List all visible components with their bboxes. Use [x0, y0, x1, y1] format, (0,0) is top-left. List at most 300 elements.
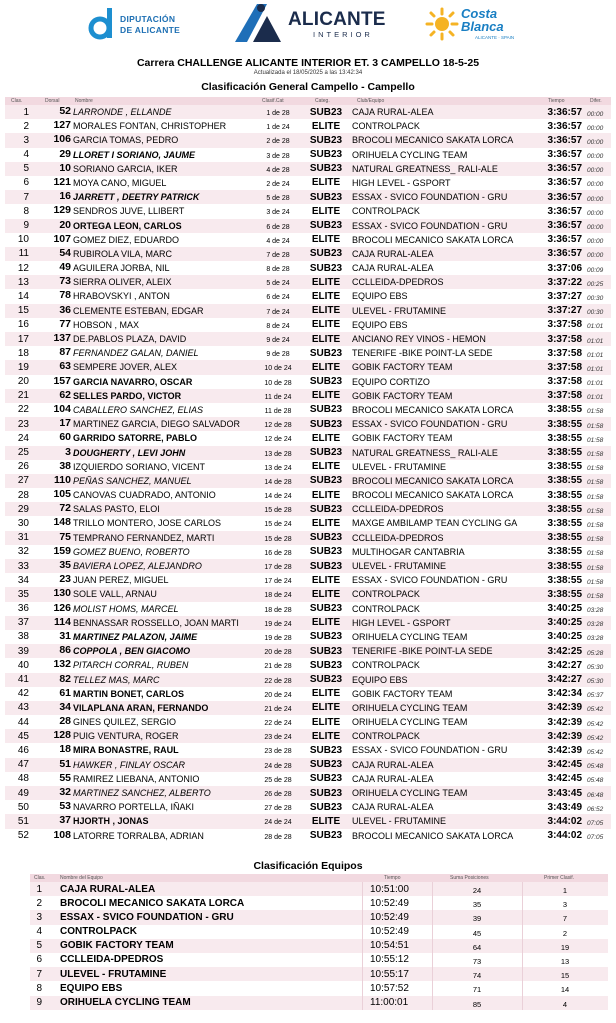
cell-diff: 05:37 — [587, 692, 604, 700]
cell-name: SIERRA OLIVER, ALEIX — [73, 277, 172, 288]
cell-club: CONTROLPACK — [352, 121, 420, 132]
col-header-bib: Dorsal — [45, 98, 60, 104]
cell-time: 3:36:57 — [547, 120, 582, 132]
cell-name: IZQUIERDO SORIANO, VICENT — [73, 461, 206, 472]
table-row — [5, 389, 611, 403]
cell-cat: 11 de 28 — [264, 407, 292, 415]
table-row — [5, 772, 611, 786]
cell-diff: 01:58 — [587, 507, 604, 515]
cell-diff: 00:00 — [587, 110, 604, 118]
cell-sum: 74 — [472, 971, 482, 981]
table-row — [5, 559, 611, 573]
cell-name: HJORTH , JONAS — [73, 816, 149, 827]
cell-diff: 05:28 — [587, 649, 604, 657]
cell-time: 3:38:55 — [547, 447, 582, 458]
cell-bib: 35 — [59, 559, 71, 571]
cell-cat: 8 de 24 — [266, 322, 290, 330]
cell-name: GOMEZ DIEZ, EDUARDO — [73, 234, 180, 245]
cell-time: 10:52:49 — [370, 911, 409, 923]
cell-club: ULEVEL - FRUTAMINE — [352, 305, 447, 316]
table-row — [5, 587, 611, 601]
table-row — [5, 701, 611, 715]
cell-first: 1 — [562, 886, 568, 895]
cell-pos: 7 — [36, 968, 42, 980]
cell-name: GOMEZ BUENO, ROBERTO — [73, 546, 190, 557]
cell-pos: 45 — [17, 730, 29, 742]
table-row — [30, 981, 608, 995]
cell-bib: 73 — [59, 275, 71, 288]
cell-name: LARRONDE , ELLANDE — [73, 107, 172, 117]
cell-diff: 00:25 — [587, 280, 604, 288]
cell-club: CONTROLPACK — [352, 589, 420, 600]
cell-club: CONTROLPACK — [352, 660, 420, 671]
cell-cat: 20 de 28 — [264, 649, 292, 657]
cell-diff: 00:00 — [587, 153, 604, 161]
cell-cat: 4 de 28 — [266, 166, 290, 174]
cell-bib: 16 — [59, 190, 71, 203]
cell-cat: 7 de 24 — [266, 308, 290, 316]
cell-cat: 15 de 28 — [264, 535, 292, 543]
cell-time: 3:42:39 — [547, 730, 582, 742]
cell-diff: 01:58 — [587, 550, 604, 558]
cell-pos: 40 — [17, 659, 29, 671]
table-row — [5, 332, 611, 346]
cell-diff: 00:00 — [587, 195, 604, 203]
cell-team-name: CAJA RURAL-ALEA — [60, 883, 156, 895]
alicante-interior-logo — [233, 2, 393, 44]
cell-pos: 19 — [17, 361, 29, 373]
cell-name: JUAN PEREZ, MIGUEL — [73, 575, 169, 586]
cell-diff: 00:09 — [587, 266, 604, 274]
race-title: Carrera CHALLENGE ALICANTE INTERIOR ET. 3 CAMPELLO 18-5-25 — [136, 57, 480, 69]
cell-pos: 17 — [17, 333, 29, 345]
diputacion-logo-icon — [88, 6, 118, 40]
cell-bib: 82 — [59, 672, 71, 685]
cell-club: HIGH LEVEL - GSPORT — [352, 617, 451, 628]
cell-club: GOBIK FACTORY TEAM — [352, 433, 453, 444]
cell-categ: SUB23 — [309, 787, 343, 799]
cell-time: 3:40:25 — [547, 631, 582, 643]
table-row — [5, 644, 611, 658]
cell-time: 3:38:55 — [547, 404, 582, 416]
cell-first: 19 — [560, 942, 570, 952]
cell-diff: 00:00 — [587, 238, 604, 246]
table-row — [5, 460, 611, 474]
cell-diff: 00:00 — [587, 138, 604, 146]
cell-pos: 4 — [23, 149, 29, 161]
cell-club: GOBIK FACTORY TEAM — [352, 362, 453, 373]
cell-cat: 23 de 28 — [264, 748, 292, 756]
cell-diff: 01:58 — [587, 451, 604, 458]
cell-time: 3:36:57 — [547, 220, 582, 231]
column-divider — [522, 896, 523, 910]
cell-club: ULEVEL - FRUTAMINE — [352, 561, 447, 571]
cell-pos: 20 — [17, 376, 29, 388]
cell-bib: 126 — [53, 601, 71, 614]
cell-name: ORTEGA LEON, CARLOS — [73, 220, 182, 231]
cell-name: LLORET I SORIANO, JAUME — [73, 149, 196, 160]
costa-blanca-logo — [425, 3, 525, 45]
cell-name: SOLE VALL, ARNAU — [73, 589, 157, 600]
table-row — [5, 346, 611, 360]
cell-diff: 03:28 — [587, 635, 604, 643]
cell-first: 4 — [562, 999, 568, 1009]
cell-team-name: CCLLEIDA-DPEDROS — [60, 954, 164, 966]
cell-time: 10:52:49 — [370, 926, 409, 938]
cell-bib: 51 — [59, 757, 71, 770]
cell-name: HRABOVSKYI , ANTON — [73, 291, 170, 302]
cell-bib: 60 — [59, 431, 71, 444]
cell-name: BAVIERA LOPEZ, ALEJANDRO — [73, 561, 202, 571]
cell-name: MARTINEZ SANCHEZ, ALBERTO — [73, 788, 211, 798]
cell-name: JARRETT , DEETRY PATRICK — [73, 192, 200, 203]
cell-pos: 50 — [17, 801, 29, 813]
general-results-table — [5, 97, 611, 843]
cell-diff: 01:58 — [587, 465, 604, 473]
cell-categ: SUB23 — [309, 347, 343, 359]
cell-categ: SUB23 — [309, 645, 343, 657]
cell-time: 3:37:06 — [547, 262, 582, 274]
cell-categ: SUB23 — [309, 475, 343, 487]
cell-cat: 11 de 24 — [264, 393, 292, 401]
cell-time: 3:36:57 — [547, 149, 582, 161]
cell-bib: 32 — [59, 786, 71, 798]
cell-cat: 10 de 24 — [264, 365, 292, 373]
cell-club: ESSAX - SVICO FOUNDATION - GRU — [352, 192, 508, 203]
cell-name: GARCIA NAVARRO, OSCAR — [73, 376, 193, 387]
table-row — [5, 403, 611, 417]
cell-bib: 53 — [59, 800, 71, 813]
cell-categ: SUB23 — [309, 631, 343, 643]
table-row — [5, 133, 611, 147]
cell-name: GARRIDO SATORRE, PABLO — [73, 433, 198, 444]
cell-club: CCLLEIDA-DPEDROS — [352, 277, 444, 288]
table-row — [5, 602, 611, 616]
cell-cat: 9 de 28 — [266, 351, 290, 359]
cell-categ: SUB23 — [309, 134, 343, 146]
column-divider — [432, 953, 433, 967]
cell-time: 3:37:58 — [547, 390, 582, 402]
cell-diff: 01:58 — [587, 422, 604, 430]
cell-time: 10:55:12 — [370, 954, 409, 966]
cell-time: 3:42:27 — [547, 674, 582, 685]
column-divider — [522, 925, 523, 939]
cell-categ: SUB23 — [309, 191, 343, 203]
cell-pos: 9 — [36, 997, 42, 1008]
cell-bib: 129 — [53, 204, 71, 217]
cell-club: ULEVEL - FRUTAMINE — [352, 816, 447, 827]
cell-sum: 24 — [472, 886, 482, 895]
cell-time: 11:00:01 — [370, 997, 409, 1008]
cell-time: 3:36:57 — [547, 106, 582, 118]
cell-cat: 9 de 24 — [266, 337, 290, 344]
cell-pos: 3 — [23, 134, 29, 146]
cell-bib: 55 — [59, 771, 71, 784]
cell-name: MOYA CANO, MIGUEL — [73, 177, 167, 188]
cell-bib: 137 — [53, 332, 71, 344]
cell-bib: 72 — [59, 502, 71, 515]
cell-pos: 3 — [36, 911, 42, 923]
cell-cat: 19 de 24 — [264, 620, 292, 628]
cell-time: 3:37:58 — [547, 361, 582, 373]
cell-cat: 23 de 24 — [264, 734, 292, 742]
cell-categ: SUB23 — [309, 674, 343, 685]
updated-timestamp: Actualizada el 18/05/2025 a las 13:42:34 — [253, 70, 363, 76]
cell-sum: 64 — [472, 942, 482, 952]
cell-pos: 5 — [23, 163, 29, 175]
table-row — [5, 148, 611, 162]
cell-diff: 01:58 — [587, 564, 604, 572]
cell-club: MULTIHOGAR CANTABRIA — [352, 546, 465, 557]
col-header-first: Primer Clasif. — [544, 875, 575, 881]
cell-categ: SUB23 — [309, 503, 343, 515]
table-row — [5, 573, 611, 587]
cell-bib: 104 — [53, 402, 71, 415]
table-row — [30, 925, 608, 939]
cell-pos: 1 — [23, 106, 29, 118]
cell-pos: 52 — [17, 830, 29, 842]
cell-time: 3:36:57 — [547, 177, 582, 189]
cell-cat: 21 de 24 — [264, 705, 292, 713]
table-row — [5, 375, 611, 389]
cell-name: RAMIREZ LIEBANA, ANTONIO — [73, 773, 200, 784]
cell-pos: 35 — [17, 588, 29, 600]
cell-cat: 2 de 28 — [266, 138, 290, 146]
cell-time: 3:38:55 — [547, 588, 582, 600]
table-row — [5, 162, 611, 176]
cell-cat: 2 de 24 — [266, 180, 290, 188]
cell-club: ESSAX - SVICO FOUNDATION - GRU — [352, 575, 508, 586]
cell-bib: 121 — [53, 175, 71, 188]
cell-bib: 61 — [59, 686, 71, 699]
col-header-time: Tiempo — [548, 98, 565, 104]
cell-bib: 127 — [53, 119, 71, 132]
cell-bib: 20 — [59, 218, 71, 231]
cell-club: EQUIPO EBS — [352, 291, 408, 302]
cell-cat: 18 de 24 — [264, 592, 292, 600]
cell-name: RUBIROLA VILA, MARC — [73, 248, 173, 259]
col-header-time: Tiempo — [384, 875, 401, 881]
cell-time: 10:55:17 — [370, 968, 409, 980]
cell-pos: 43 — [17, 702, 29, 714]
cell-club: TENERIFE -BIKE POINT-LA SEDE — [352, 348, 493, 359]
cell-name: SALAS PASTO, ELOI — [73, 504, 160, 515]
costa-blanca-line2: Blanca — [461, 19, 504, 34]
cell-categ: SUB23 — [309, 248, 343, 260]
cell-pos: 32 — [17, 546, 29, 558]
cell-cat: 15 de 28 — [264, 507, 292, 515]
cell-club: CCLLEIDA-DPEDROS — [352, 532, 444, 543]
table-row — [5, 318, 611, 332]
cell-cat: 1 de 24 — [266, 124, 290, 132]
cell-first: 15 — [560, 971, 570, 981]
column-divider — [522, 939, 523, 953]
cell-pos: 29 — [17, 503, 29, 515]
table-row — [5, 417, 611, 431]
cell-bib: 78 — [59, 289, 71, 302]
cell-categ: ELITE — [311, 574, 341, 586]
column-divider — [432, 939, 433, 953]
table-row — [5, 545, 611, 559]
cell-pos: 28 — [17, 489, 29, 501]
column-divider — [432, 882, 433, 896]
cell-club: BROCOLI MECANICO SAKATA LORCA — [352, 830, 514, 841]
column-divider — [522, 953, 523, 967]
cell-time: 3:36:57 — [547, 191, 582, 203]
col-header-team-name: Nombre del Equipo — [60, 875, 103, 881]
cell-club: EQUIPO EBS — [352, 674, 408, 685]
cell-time: 3:42:34 — [547, 688, 582, 700]
table-row — [30, 882, 608, 896]
cell-time: 3:37:58 — [547, 376, 582, 388]
cell-categ: SUB23 — [309, 376, 343, 388]
cell-categ: ELITE — [311, 716, 341, 728]
cell-name: MARTIN BONET, CARLOS — [73, 688, 184, 699]
cell-bib: 132 — [53, 658, 71, 671]
column-divider — [432, 925, 433, 939]
cell-bib: 62 — [59, 388, 71, 401]
cell-cat: 21 de 28 — [264, 663, 292, 671]
cell-time: 3:38:55 — [547, 503, 582, 515]
col-header-cat: Clasif.Cat — [262, 98, 284, 104]
cell-sum: 71 — [472, 985, 482, 995]
table-row — [5, 814, 611, 828]
cell-club: CAJA RURAL-ALEA — [352, 802, 434, 813]
table-row — [5, 304, 611, 318]
cell-pos: 42 — [17, 688, 29, 700]
cell-club: ESSAX - SVICO FOUNDATION - GRU — [352, 419, 508, 430]
cell-team-name: GOBIK FACTORY TEAM — [60, 940, 174, 952]
column-divider — [522, 996, 523, 1010]
cell-diff: 00:00 — [587, 252, 604, 260]
cell-name: PITARCH CORRAL, RUBEN — [73, 660, 189, 671]
cell-diff: 01:01 — [587, 323, 604, 331]
cell-cat: 6 de 28 — [266, 223, 290, 231]
table-row — [5, 658, 611, 672]
cell-cat: 3 de 28 — [266, 152, 290, 160]
cell-pos: 2 — [36, 897, 42, 909]
column-divider — [432, 967, 433, 981]
cell-pos: 36 — [17, 603, 29, 615]
cell-pos: 2 — [23, 120, 29, 132]
table-row — [5, 630, 611, 644]
cell-bib: 110 — [54, 473, 71, 486]
cell-club: ORIHUELA CYCLING TEAM — [352, 788, 468, 798]
cell-team-name: ESSAX - SVICO FOUNDATION - GRU — [60, 911, 234, 923]
cell-name: NAVARRO PORTELLA, IÑAKI — [73, 802, 195, 813]
cell-pos: 27 — [17, 475, 29, 487]
team-results-table — [30, 874, 608, 1010]
cell-name: DE.PABLOS PLAZA, DAVID — [73, 334, 187, 344]
cell-pos: 9 — [23, 220, 29, 231]
table-row — [30, 939, 608, 953]
cell-categ: ELITE — [311, 390, 341, 402]
cell-time: 3:40:25 — [547, 603, 582, 615]
cell-team-name: EQUIPO EBS — [60, 982, 123, 994]
column-divider — [432, 910, 433, 924]
cell-categ: ELITE — [311, 361, 341, 373]
cell-time: 3:44:02 — [547, 815, 582, 827]
cell-time: 3:36:57 — [547, 234, 582, 246]
cell-categ: SUB23 — [309, 546, 343, 558]
cell-name: SORIANO GARCIA, IKER — [73, 163, 178, 174]
cell-time: 3:36:57 — [547, 205, 582, 217]
cell-cat: 4 de 24 — [266, 237, 290, 245]
table-row — [5, 758, 611, 772]
cell-club: ANCIANO REY VINOS - HEMON — [352, 334, 486, 344]
cell-first: 14 — [560, 985, 570, 995]
col-header-diff: Difer. — [590, 98, 602, 104]
cell-name: PUIG VENTURA, ROGER — [73, 731, 179, 742]
cell-time: 3:38:55 — [547, 546, 582, 558]
table-row — [5, 219, 611, 233]
cell-time: 3:42:39 — [547, 716, 582, 728]
cell-name: MARTINEZ GARCIA, DIEGO SALVADOR — [73, 419, 241, 430]
cell-categ: ELITE — [311, 234, 341, 246]
cell-name: MIRA BONASTRE, RAUL — [73, 745, 179, 756]
cell-club: NATURAL GREATNESS_ RALI-ALE — [352, 163, 498, 174]
cell-bib: 23 — [59, 573, 71, 586]
cell-name: PEÑAS SANCHEZ, MANUEL — [73, 475, 192, 486]
cell-diff: 03:28 — [587, 621, 604, 629]
cell-bib: 3 — [65, 445, 71, 458]
cell-diff: 05:48 — [587, 763, 604, 771]
col-header-club: Club/Equipo — [357, 98, 385, 104]
cell-cat: 12 de 28 — [264, 422, 292, 430]
cell-sum: 39 — [472, 914, 482, 924]
cell-name: TELLEZ MAS, MARC — [73, 674, 160, 685]
cell-diff: 06:52 — [587, 805, 604, 813]
cell-name: MORALES FONTAN, CHRISTOPHER — [73, 121, 227, 132]
cell-name: GARCIA TOMAS, PEDRO — [73, 135, 179, 146]
cell-cat: 14 de 28 — [264, 478, 292, 486]
table-row — [5, 673, 611, 687]
cell-bib: 52 — [59, 105, 71, 117]
cell-categ: ELITE — [311, 333, 341, 345]
cell-time: 10:52:49 — [370, 897, 409, 909]
cell-pos: 13 — [17, 276, 29, 288]
cell-time: 3:38:55 — [547, 489, 582, 501]
cell-name: LATORRE TORRALBA, ADRIAN — [73, 830, 204, 841]
table-row — [5, 786, 611, 800]
cell-pos: 8 — [23, 205, 29, 217]
cell-cat: 16 de 28 — [264, 549, 292, 557]
cell-name: CABALLERO SANCHEZ, ELIAS — [73, 404, 204, 415]
cell-cat: 13 de 28 — [264, 450, 292, 458]
cell-bib: 77 — [59, 317, 71, 330]
cell-bib: 63 — [59, 360, 71, 373]
cell-pos: 41 — [17, 674, 29, 685]
table-row — [5, 687, 611, 701]
cell-cat: 15 de 24 — [264, 521, 292, 529]
cell-diff: 00:30 — [587, 309, 604, 317]
cell-diff: 01:58 — [587, 521, 604, 529]
cell-pos: 31 — [17, 532, 29, 544]
cell-time: 3:36:57 — [547, 248, 582, 260]
table-row — [30, 967, 608, 981]
column-divider — [522, 882, 523, 896]
cell-pos: 21 — [17, 390, 29, 402]
cell-time: 3:42:39 — [547, 744, 582, 756]
cell-cat: 27 de 28 — [264, 805, 292, 813]
cell-bib: 28 — [59, 715, 71, 728]
cell-categ: SUB23 — [309, 447, 343, 458]
cell-time: 3:38:55 — [547, 560, 582, 572]
table-row — [5, 233, 611, 247]
cell-club: BROCOLI MECANICO SAKATA LORCA — [352, 404, 514, 415]
col-header-name: Nombre — [75, 98, 93, 104]
cell-first: 13 — [560, 956, 570, 966]
